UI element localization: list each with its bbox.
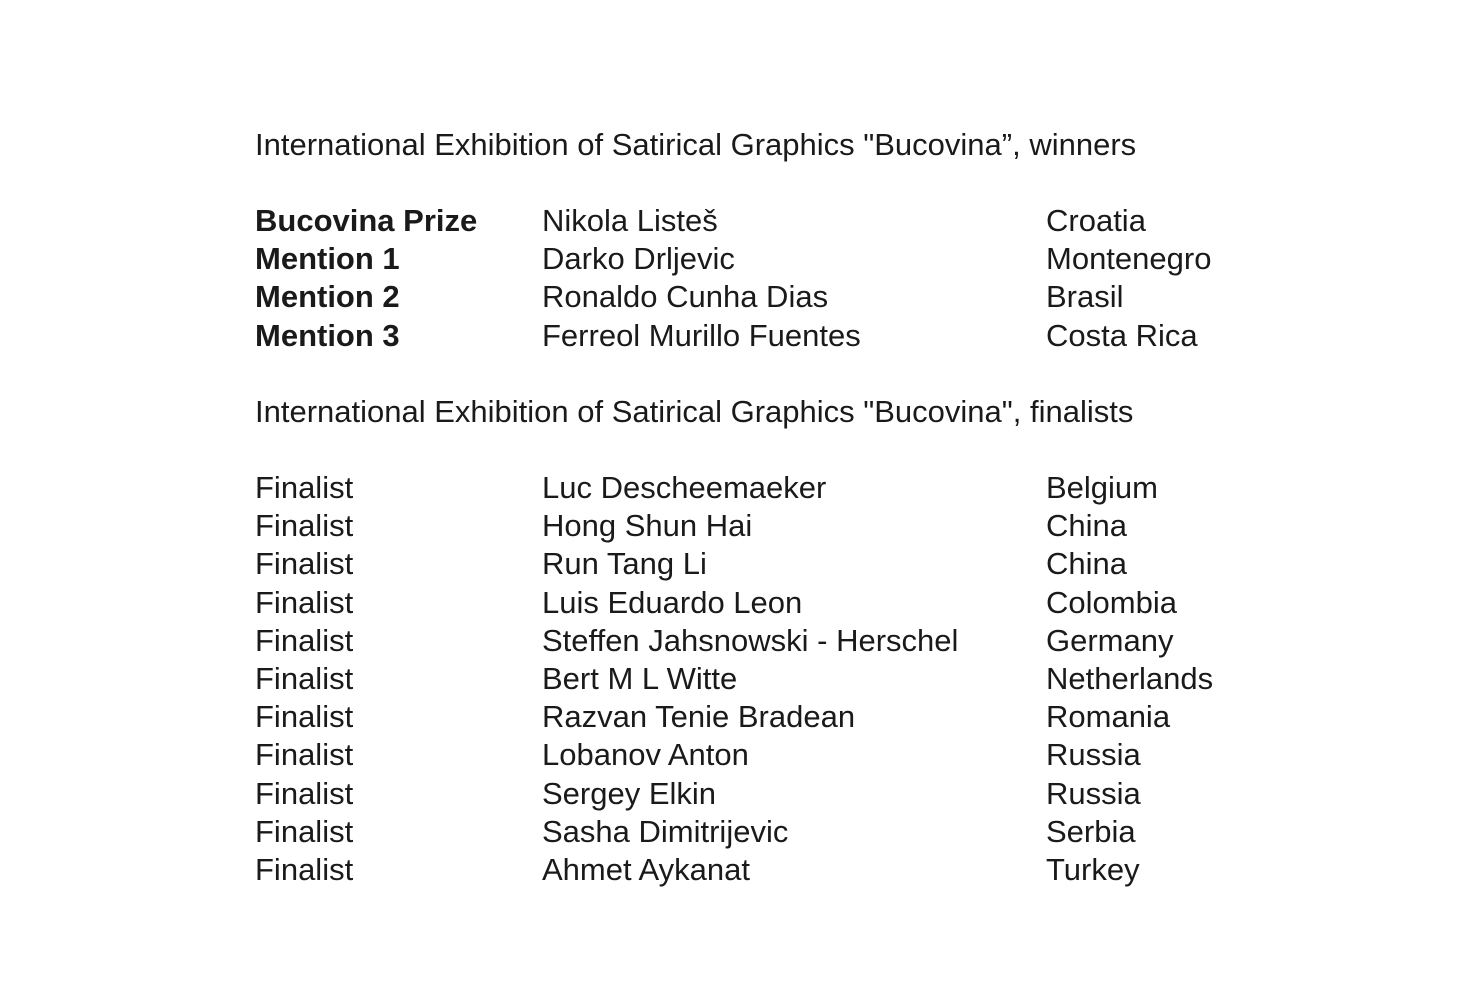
artist-country: Brasil <box>1046 279 1124 315</box>
artist-name: Steffen Jahsnowski - Herschel <box>542 622 959 658</box>
artist-country: Turkey <box>1046 851 1140 887</box>
artist-name: Run Tang Li <box>542 546 707 582</box>
award-label: Finalist <box>255 660 354 696</box>
artist-name: Darko Drljevic <box>542 241 735 277</box>
artist-name: Nikola Listeš <box>542 203 718 238</box>
artist-country: Belgium <box>1046 470 1158 505</box>
award-label: Finalist <box>255 699 354 735</box>
award-label: Finalist <box>255 470 354 505</box>
artist-country: Netherlands <box>1046 660 1214 696</box>
award-label: Finalist <box>255 508 354 544</box>
award-label: Mention 3 <box>255 317 400 353</box>
artist-country: China <box>1046 546 1127 582</box>
artist-country: Russia <box>1046 775 1141 811</box>
artist-country: Romania <box>1046 699 1171 735</box>
artist-country: Serbia <box>1046 813 1136 849</box>
award-label: Bucovina Prize <box>255 203 478 238</box>
award-label: Finalist <box>255 737 354 773</box>
award-label: Mention 2 <box>255 279 400 315</box>
award-label: Finalist <box>255 622 354 658</box>
artist-name: Sasha Dimitrijevic <box>542 813 789 849</box>
artist-name: Ronaldo Cunha Dias <box>542 279 829 315</box>
artist-country: Russia <box>1046 737 1141 773</box>
finalists-heading: International Exhibition of Satirical Graphics "Bucovina", finalists <box>255 394 1134 429</box>
artist-name: Sergey Elkin <box>542 775 717 811</box>
artist-name: Luis Eduardo Leon <box>542 584 803 620</box>
winners-heading: International Exhibition of Satirical Graphics "Bucovina”, winners <box>255 127 1137 162</box>
award-label: Finalist <box>255 546 354 582</box>
artist-name: Ferreol Murillo Fuentes <box>542 317 861 353</box>
artist-name: Luc Descheemaeker <box>542 470 827 505</box>
artist-country: Germany <box>1046 622 1174 658</box>
award-label: Finalist <box>255 584 354 620</box>
award-label: Finalist <box>255 851 354 887</box>
artist-name: Bert M L Witte <box>542 660 738 696</box>
artist-country: Costa Rica <box>1046 317 1198 353</box>
artist-name: Hong Shun Hai <box>542 508 753 544</box>
artist-country: Colombia <box>1046 584 1177 620</box>
artist-name: Ahmet Aykanat <box>542 851 750 887</box>
award-label: Finalist <box>255 775 354 811</box>
artist-name: Razvan Tenie Bradean <box>542 699 856 735</box>
award-label: Finalist <box>255 813 354 849</box>
artist-name: Lobanov Anton <box>542 737 749 773</box>
artist-country: Montenegro <box>1046 241 1212 277</box>
artist-country: China <box>1046 508 1127 544</box>
artist-country: Croatia <box>1046 203 1146 238</box>
award-label: Mention 1 <box>255 241 400 277</box>
